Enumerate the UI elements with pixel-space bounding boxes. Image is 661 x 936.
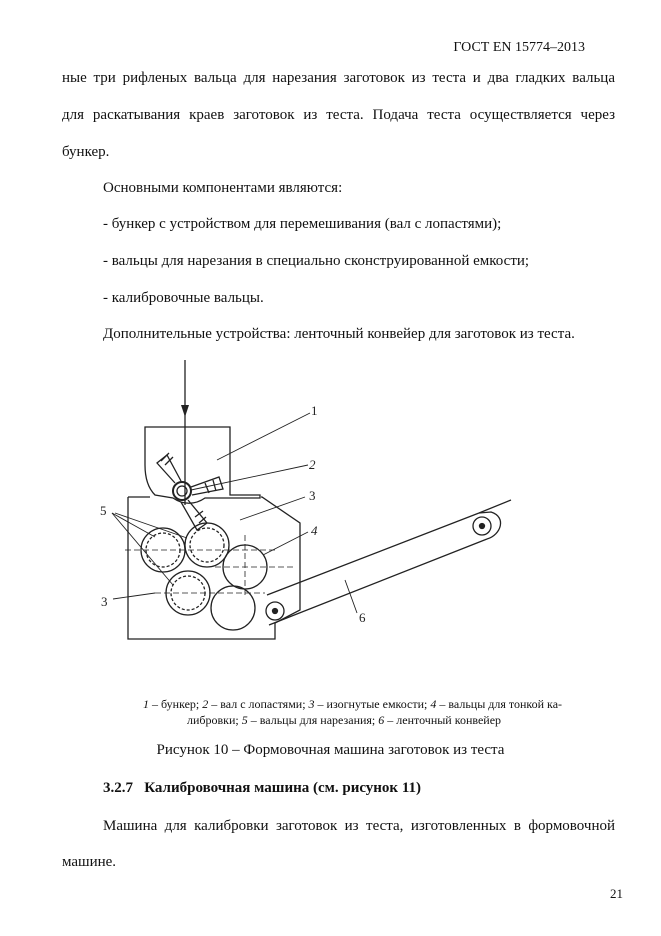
components-intro: Основными компонентами являются: <box>103 180 343 196</box>
label-4: 4 <box>311 523 318 538</box>
center-lines <box>125 535 295 595</box>
label-1: 1 <box>311 403 318 418</box>
paragraph-line: для раскатывания краев заготовок из теста. Подача теста осуществляется через <box>62 107 615 123</box>
list-item: - бункер с устройством для перемешивания (вал с лопастями); <box>103 216 502 232</box>
figure-legend: 1 – бункер; 2 – вал с лопастями; 3 – изогнутые емкости; 4 – вальцы для тонкой ка- <box>143 697 563 711</box>
paddle-shaft <box>173 482 191 500</box>
label-2: 2 <box>309 457 316 472</box>
label-5: 5 <box>100 503 107 518</box>
list-item: - калибровочные вальцы. <box>103 290 264 306</box>
feed-arrow-icon <box>181 405 189 417</box>
paragraph-line: ные три рифленых вальца для нарезания заготовок из теста и два гладких вальца <box>62 70 615 86</box>
figure-title: Рисунок 10 – Формовочная машина заготовок из теста <box>156 742 505 758</box>
label-3: 3 <box>309 488 316 503</box>
paragraph-line: машине. <box>62 854 117 870</box>
page-number: 21 <box>610 886 623 901</box>
machine-diagram <box>95 355 535 655</box>
paragraph-line: Машина для калибровки заготовок из теста, изготовленных в формовочной <box>103 818 615 834</box>
section-number: 3.2.7 <box>103 780 133 796</box>
document-header: ГОСТ EN 15774–2013 <box>453 40 585 55</box>
leader-lines <box>112 413 357 613</box>
label-3: 3 <box>101 594 108 609</box>
section-heading <box>103 780 421 797</box>
cutting-roller-gear <box>185 523 229 567</box>
section-title: Калибровочная машина (см. рисунок 11) <box>144 780 421 796</box>
figure-legend: либровки; 5 – вальцы для нарезания; 6 – ленточный конвейер <box>187 713 502 727</box>
paragraph-line: бункер. <box>62 144 110 160</box>
hopper <box>145 427 260 503</box>
calibration-roller <box>211 586 255 630</box>
additional-devices: Дополнительные устройства: ленточный конвейер для заготовок из теста. <box>103 326 575 342</box>
belt-conveyor <box>266 500 511 625</box>
housing-3 <box>128 497 300 639</box>
label-6: 6 <box>359 610 366 625</box>
list-item: - вальцы для нарезания в специально сконструированной емкости; <box>103 253 530 269</box>
